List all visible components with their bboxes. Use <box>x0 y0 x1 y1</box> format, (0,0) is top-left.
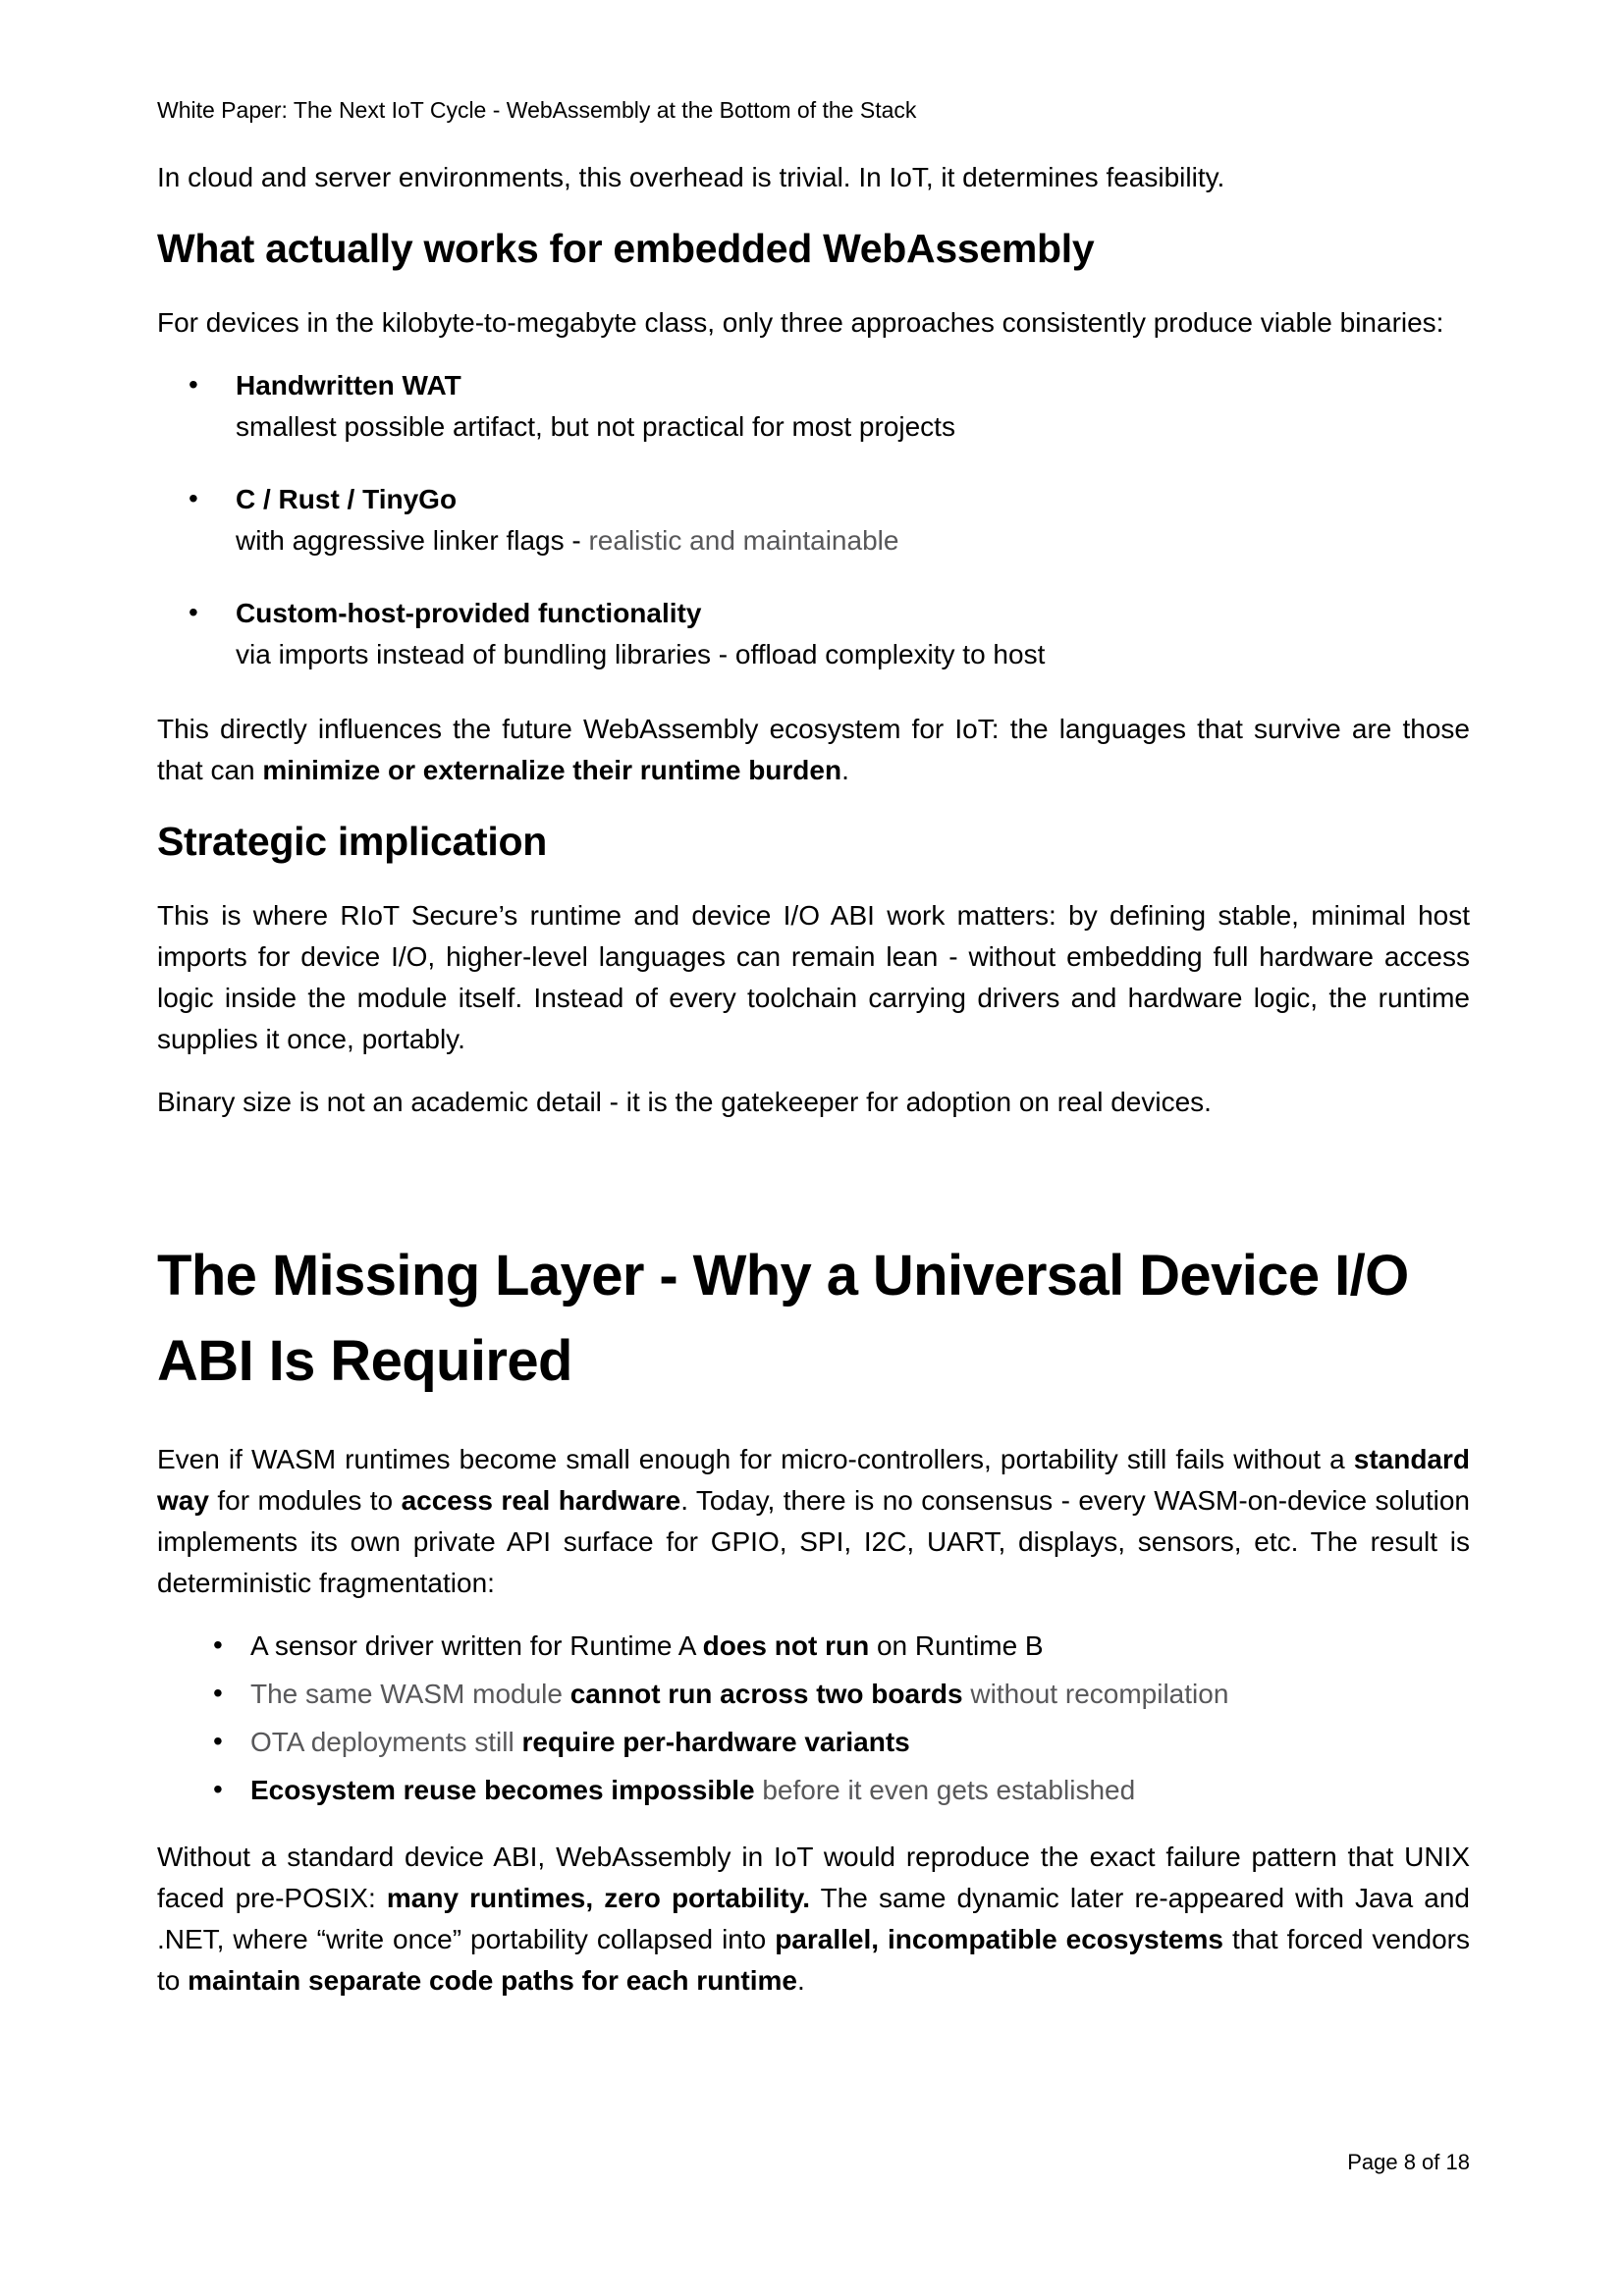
list-item-title: • Handwritten WAT <box>236 370 461 400</box>
list-item-title: • C / Rust / TinyGo <box>236 484 458 514</box>
posix-comparison-paragraph: Without a standard device ABI, WebAssembly in IoT would reproduce the exact failure pattern that UNIX faced pre-POSIX: many runtimes, zero portability. The same dynamic later re-appeared with Java and .NET, where “write once” portability collapsed into parallel, incompatible ecosystems that forced vendors to maintain separate code paths for each runtime. <box>157 1842 1470 1996</box>
running-header: White Paper: The Next IoT Cycle - WebAssembly at the Bottom of the Stack <box>157 97 917 123</box>
list-item-custom-host-functionality <box>157 593 1470 675</box>
list-item-runtime-a-b: • A sensor driver written for Runtime A does not run on Runtime B <box>157 1626 1470 1667</box>
heading-what-actually-works: What actually works for embedded WebAssembly <box>157 226 1095 271</box>
list-item-description: with aggressive linker flags - realistic and maintainable <box>236 525 899 556</box>
list-item-title: • Custom-host-provided functionality <box>236 598 702 628</box>
page-number: Page 8 of 18 <box>1347 2150 1470 2174</box>
list-item-handwritten-wat <box>157 365 1470 448</box>
missing-layer-lead-paragraph: Even if WASM runtimes become small enough for micro-controllers, portability still fails without a standard way for modules to access real hardware. Today, there is no consensus - every WASM-on-device solution implements its own private API surface for GPIO, SPI, I2C, UART, displays, sensors, etc. The result is deterministic fragmentation: <box>157 1444 1470 1598</box>
list-item-description: smallest possible artifact, but not practical for most projects <box>236 411 955 442</box>
strategic-paragraph: This is where RIoT Secure’s runtime and device I/O ABI work matters: by defining stable, minimal host imports for device I/O, higher-level languages can remain lean - without embedding full hardware access logic inside the module itself. Instead of every toolchain carrying drivers and hardware logic, the runtime supplies it once, portably. <box>157 900 1470 1054</box>
works-lead-paragraph: For devices in the kilobyte-to-megabyte class, only three approaches consistently produce viable binaries: <box>157 307 1444 338</box>
list-item-ota-variants: • OTA deployments still require per-hardware variants <box>157 1722 1470 1763</box>
list-item-ecosystem-reuse: • Ecosystem reuse becomes impossible before it even gets established <box>157 1770 1470 1811</box>
list-item-two-boards: • The same WASM module cannot run across two boards without recompilation <box>157 1674 1470 1715</box>
intro-paragraph: In cloud and server environments, this overhead is trivial. In IoT, it determines feasibility. <box>157 162 1225 192</box>
fragmentation-list <box>157 1626 1470 1811</box>
works-outro-paragraph: This directly influences the future WebAssembly ecosystem for IoT: the languages that survive are those that can minimize or externalize their runtime burden. <box>157 714 1470 785</box>
binary-size-paragraph: Binary size is not an academic detail - it is the gatekeeper for adoption on real devices. <box>157 1087 1212 1117</box>
heading-missing-layer: The Missing Layer - Why a Universal Device I/O ABI Is Required <box>157 1244 1409 1393</box>
heading-strategic-implication: Strategic implication <box>157 819 547 864</box>
approaches-list <box>157 365 1470 675</box>
list-item-c-rust-tinygo <box>157 479 1470 561</box>
list-item-description: via imports instead of bundling libraries - offload complexity to host <box>236 639 1046 669</box>
